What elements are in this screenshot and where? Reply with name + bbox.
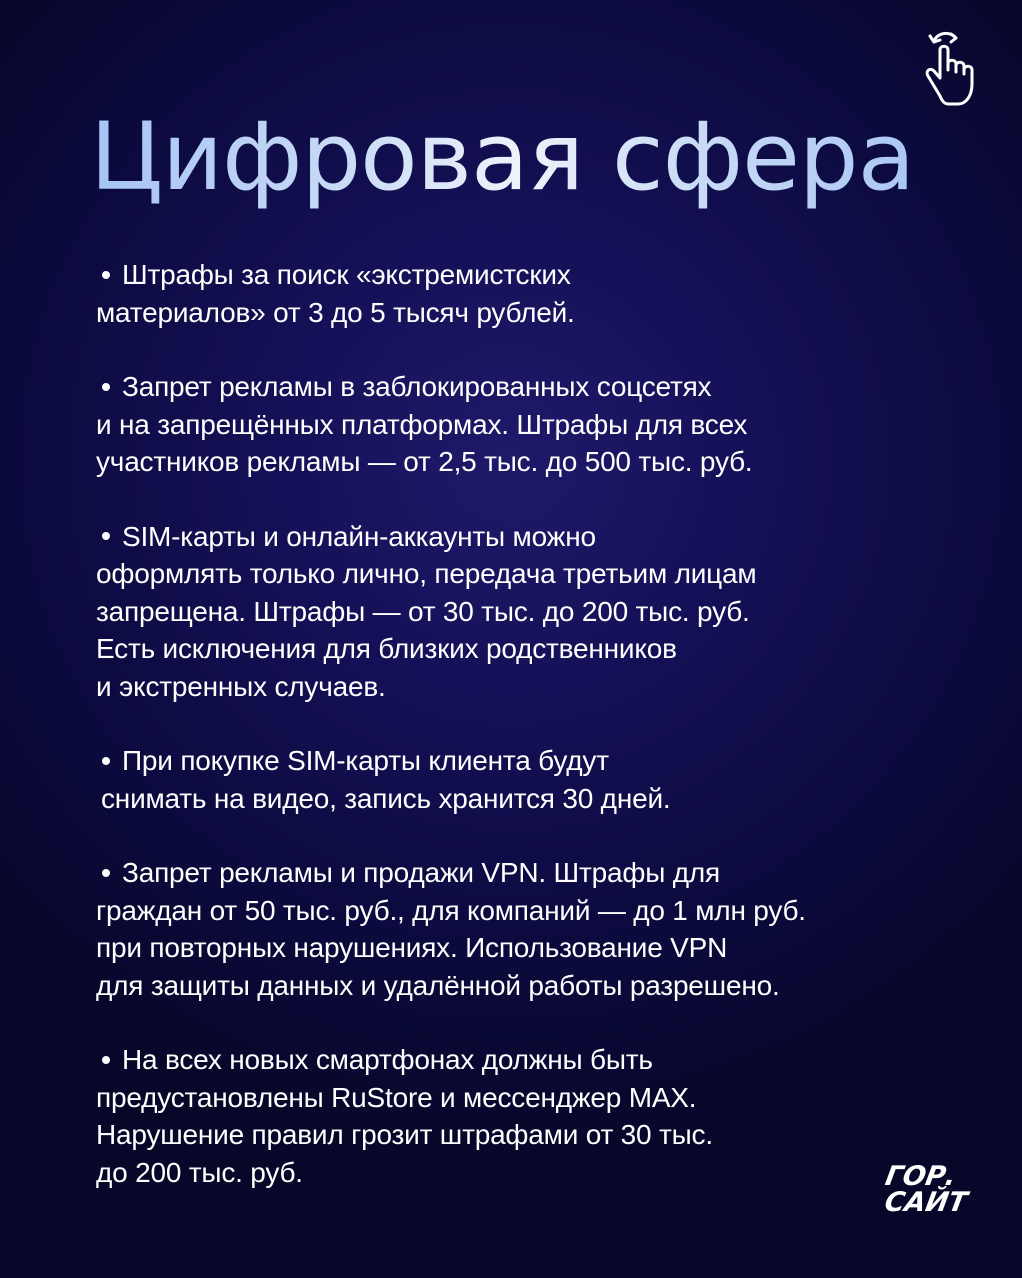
list-item-line bbox=[96, 929, 936, 967]
list-item-text: Запрет рекламы в заблокированных соцсетях bbox=[122, 371, 712, 402]
bullet-dot-icon bbox=[102, 532, 110, 540]
list-item-line bbox=[96, 294, 936, 332]
bullet-dot-icon bbox=[102, 1056, 110, 1064]
list-item-line bbox=[96, 443, 936, 481]
list-item-line bbox=[96, 518, 936, 556]
list-item-line bbox=[96, 1041, 936, 1079]
list-item bbox=[96, 742, 936, 817]
bullet-dot-icon bbox=[102, 757, 110, 765]
list-item-text: При покупке SIM-карты клиента будут bbox=[122, 745, 609, 776]
list-item-text: и экстренных случаев. bbox=[96, 670, 386, 702]
list-item bbox=[96, 1041, 936, 1191]
swipe-hand-icon bbox=[918, 30, 982, 110]
logo bbox=[874, 1162, 996, 1232]
list-item-text: На всех новых смартфонах должны быть bbox=[122, 1044, 653, 1075]
list-item-text: предустановлены RuStore и мессенджер MAX. bbox=[96, 1081, 697, 1113]
list-item-text: граждан от 50 тыс. руб., для компаний — до 1 млн руб. bbox=[96, 894, 806, 926]
list-item-text: Штрафы за поиск «экстремистских bbox=[122, 259, 571, 290]
list-item bbox=[96, 368, 936, 481]
list-item-text: SIM-карты и онлайн-аккаунты можно bbox=[122, 520, 596, 552]
list-item-text: запрещена. Штрафы — от 30 тыс. до 200 тыс. руб. bbox=[96, 595, 750, 627]
list-item-text: Запрет рекламы и продажи VPN. Штрафы для bbox=[122, 857, 720, 888]
list-item-line bbox=[96, 1116, 936, 1154]
list-item-line bbox=[96, 742, 936, 780]
list-item-line bbox=[96, 593, 936, 631]
bullet-dot-icon bbox=[102, 383, 110, 391]
bullet-dot-icon bbox=[102, 869, 110, 877]
list-item bbox=[96, 854, 936, 1004]
list-item-line bbox=[96, 668, 936, 706]
list-item-text: до 200 тыс. руб. bbox=[96, 1156, 303, 1188]
list-item-text: для защиты данных и удалённой работы разрешено. bbox=[96, 969, 780, 1001]
list-item-line bbox=[96, 1154, 936, 1192]
bullet-dot-icon bbox=[102, 271, 110, 279]
logo-line2: САЙТ bbox=[882, 1187, 970, 1218]
list-item-line bbox=[96, 406, 936, 444]
list-item-text: участников рекламы — от 2,5 тыс. до 500 тыс. руб. bbox=[96, 446, 753, 477]
bullet-list bbox=[96, 256, 936, 1228]
list-item-line bbox=[96, 854, 936, 892]
list-item-text: оформлять только лично, передача третьим лицам bbox=[96, 558, 757, 589]
page-title: Цифровая сфера bbox=[90, 98, 950, 218]
list-item-line bbox=[96, 368, 936, 406]
list-item-text: материалов» от 3 до 5 тысяч рублей. bbox=[96, 296, 575, 328]
list-item-text: снимать на видео, запись хранится 30 дней. bbox=[101, 782, 671, 814]
list-item-line bbox=[96, 256, 936, 294]
list-item-text: Есть исключения для близких родственников bbox=[96, 633, 677, 664]
list-item-line bbox=[96, 780, 936, 818]
logo-line1: ГОР. bbox=[882, 1161, 959, 1192]
list-item-line bbox=[96, 967, 936, 1005]
list-item-line bbox=[96, 892, 936, 930]
list-item-line bbox=[96, 555, 936, 593]
list-item-text: и на запрещённых платформах. Штрафы для всех bbox=[96, 408, 748, 440]
list-item bbox=[96, 518, 936, 706]
list-item-text: при повторных нарушениях. Использование VPN bbox=[96, 932, 728, 963]
list-item-text: Нарушение правил грозит штрафами от 30 тыс. bbox=[96, 1119, 713, 1150]
list-item bbox=[96, 256, 936, 331]
list-item-line bbox=[96, 630, 936, 668]
list-item-line bbox=[96, 1079, 936, 1117]
